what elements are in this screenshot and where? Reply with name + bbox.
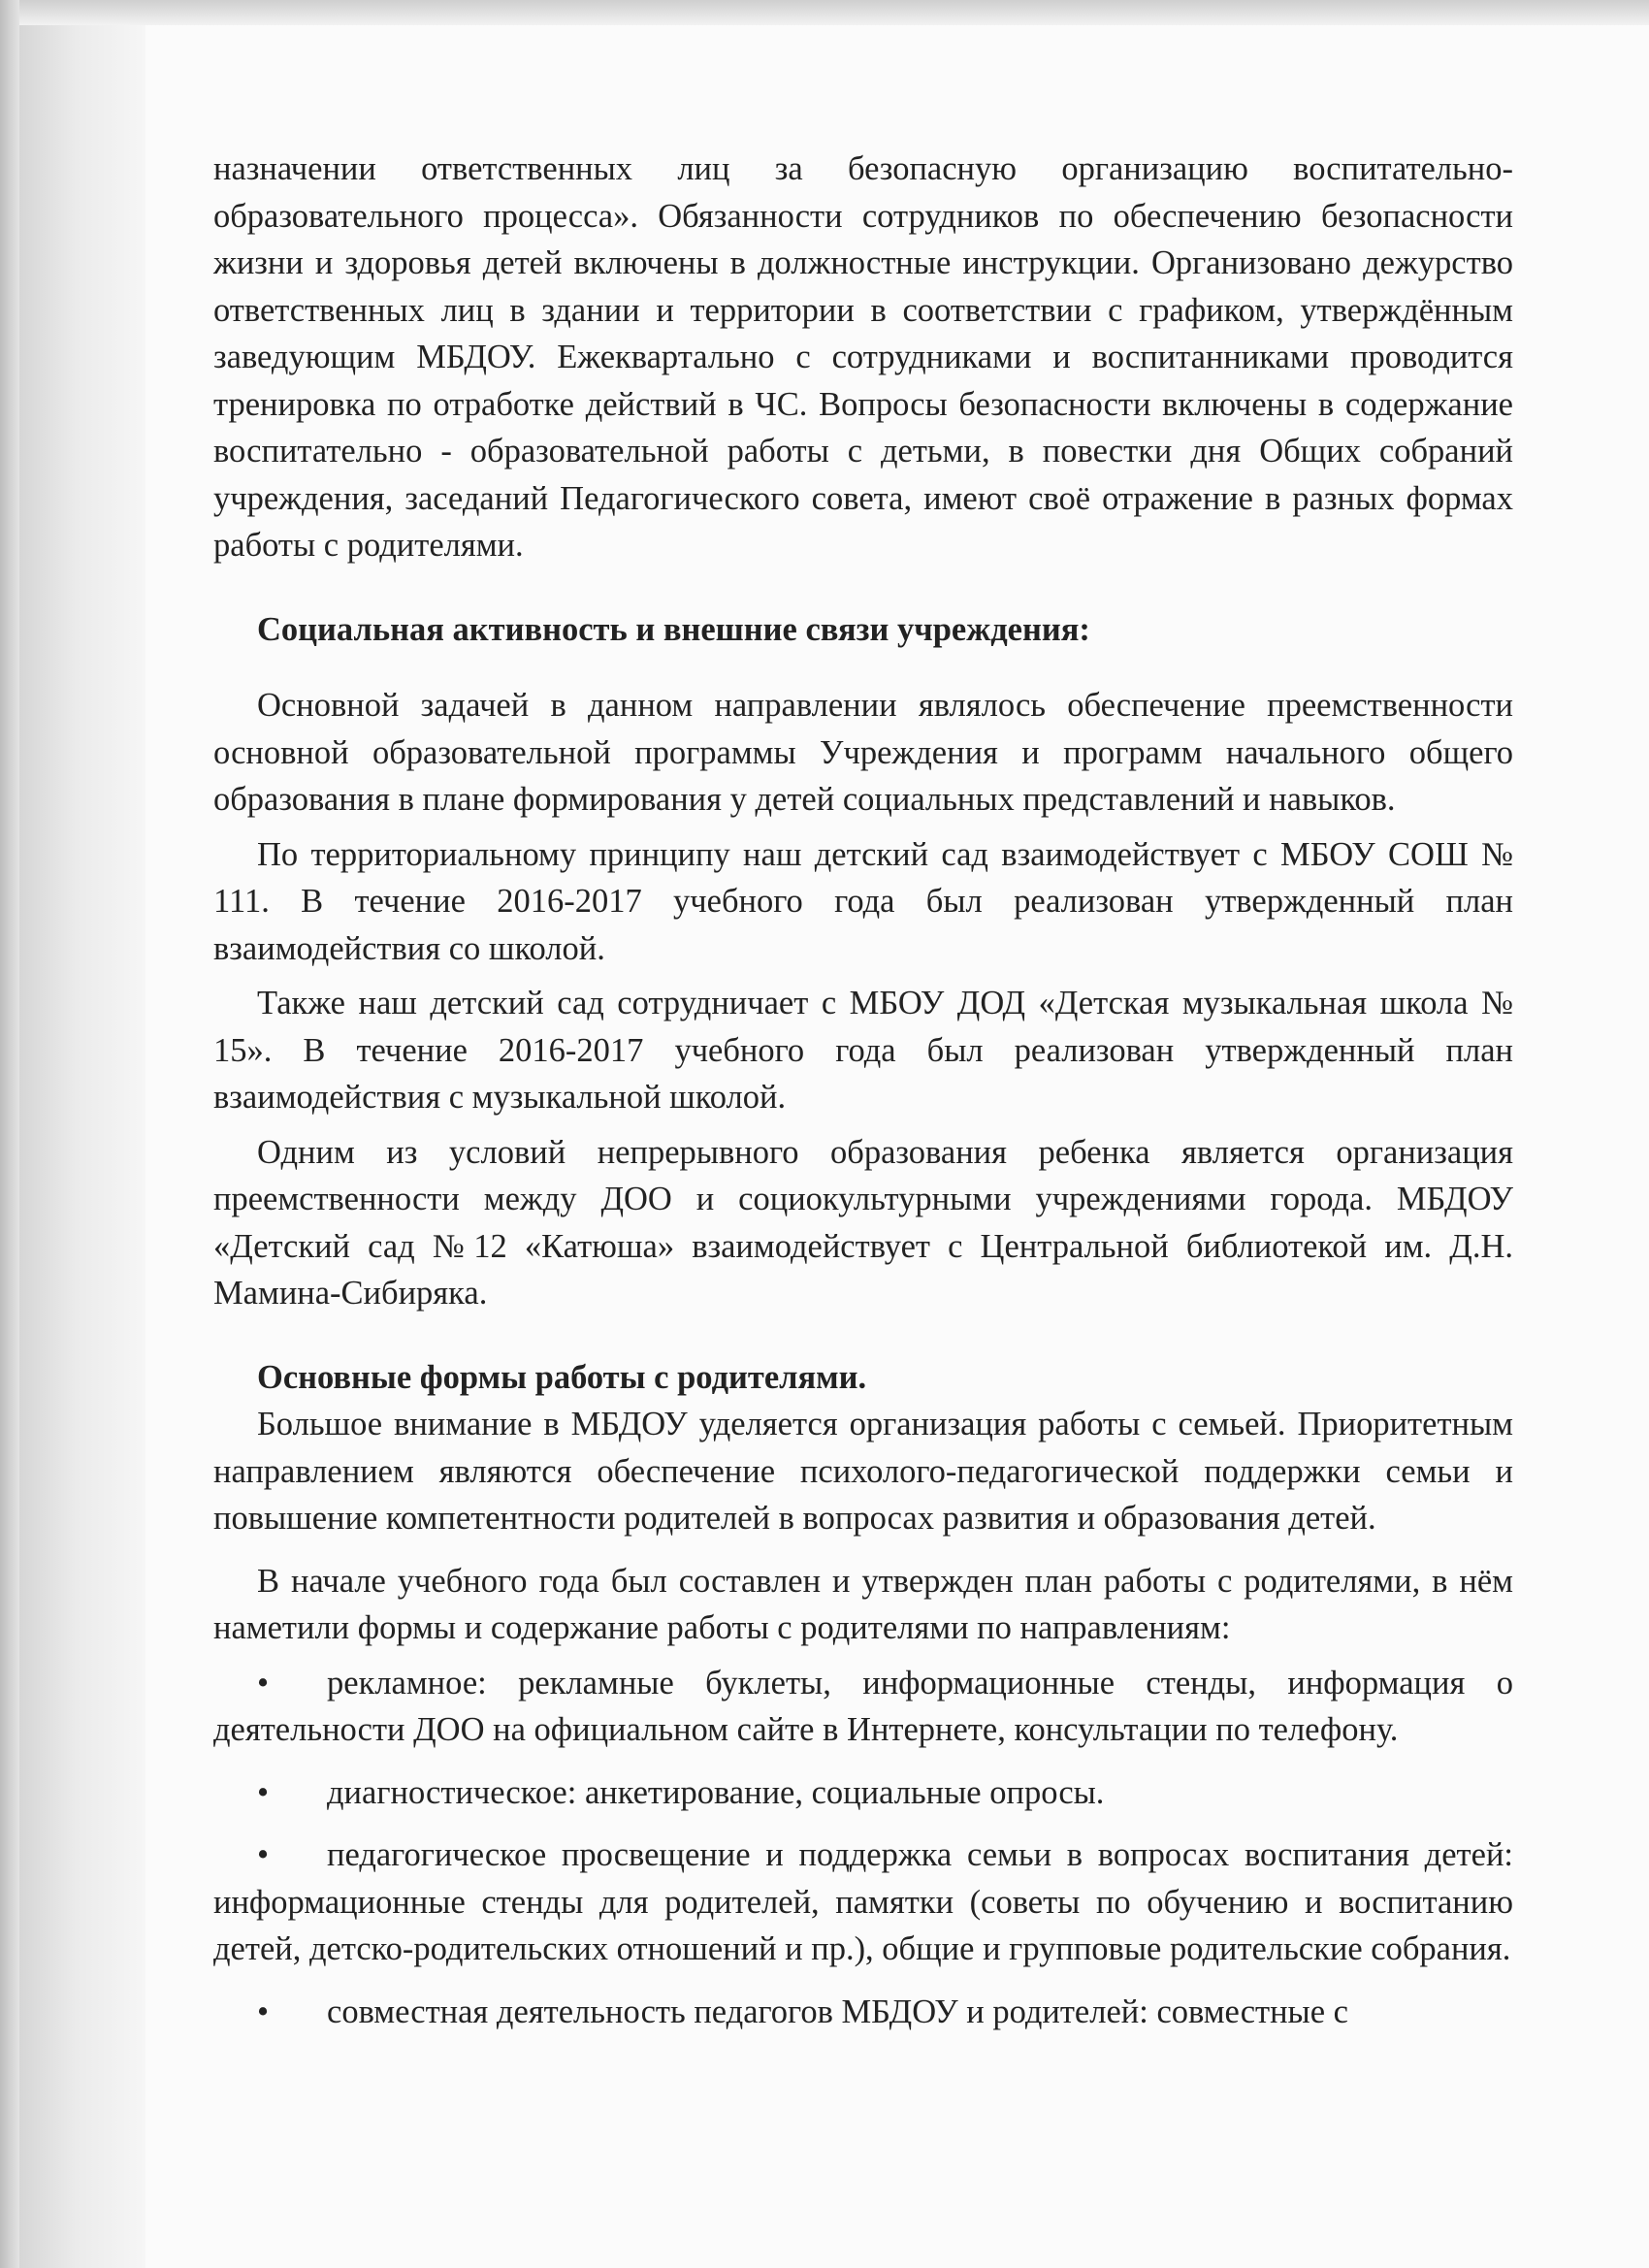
paragraph-plan: В начале учебного года был составлен и утвержден план работы с родителями, в нём наметили формы и содержание работы с родителями по направлениям: (213, 1562, 1513, 1646)
scan-edge-top (0, 0, 1649, 25)
list-item-text: рекламное: рекламные буклеты, информационные стенды, информация о деятельности ДОО на официальном сайте в Интернете, консультации по телефону. (213, 1664, 1513, 1748)
list-item (213, 1769, 1513, 1817)
paragraph-music-school: Также наш детский сад сотрудничает с МБОУ ДОД «Детская музыкальная школа № 15». В течение 2016-2017 учебного года был реализован утвержденный план взаимодействия с музыкальной школой. (213, 985, 1513, 1116)
paragraph-school-111: По территориальному принципу наш детский сад взаимодействует с МБОУ СОШ № 111. В течение 2016-2017 учебного года был реализован утвержденный план взаимодействия со школой. (213, 835, 1513, 967)
list-item-text: совместная деятельность педагогов МБДОУ и родителей: совместные с (327, 1993, 1348, 2030)
list-item (213, 1989, 1513, 2036)
list-item (213, 1660, 1513, 1754)
scan-edge-left (0, 0, 19, 2268)
paragraph-library: Одним из условий непрерывного образования ребенка является организация преемственности между ДОО и социокультурными учреждениями города. МБДОУ «Детский сад №12 «Катюша» взаимодействует с Центральной библиотекой им. Д.Н. Мамина-Сибиряка. (213, 1133, 1513, 1312)
bullet-icon: • (257, 1836, 270, 1873)
document-body (213, 146, 1513, 2035)
list-item-text: педагогическое просвещение и поддержка семьи в вопросах воспитания детей: информационные стенды для родителей, памятки (советы по обучению и воспитанию детей, детско-родительских отношений и пр.), общие и групповые родительские собрания. (213, 1836, 1513, 1967)
list-item-text: диагностическое: анкетирование, социальные опросы. (327, 1773, 1105, 1811)
paragraph-safety: назначении ответственных лиц за безопасную организацию воспитательно-образовательного процесса». Обязанности сотрудников по обеспечению безопасности жизни и здоровья детей включены в должностные инструкции. Организовано дежурство ответственных лиц в здании и территории в соответствии с графиком, утверждённым заведующим МБДОУ. Ежеквартально с сотрудниками и воспитанниками проводится тренировка по отработке действий в ЧС. Вопросы безопасности включены в содержание воспитательно - образовательной работы с детьми, в повестки дня Общих собраний учреждения, заседаний Педагогического совета, имеют своё отражение в разных формах работы с родителями. (213, 150, 1513, 564)
heading-parent-work: Основные формы работы с родителями. (257, 1358, 867, 1396)
paragraph-family-work: Большое внимание в МБДОУ уделяется организация работы с семьей. Приоритетным направлением являются обеспечение психолого-педагогической поддержки семьи и повышение компетентности родителей в вопросах развития и образования детей. (213, 1406, 1513, 1537)
heading-social-activity: Социальная активность и внешние связи учреждения: (257, 610, 1090, 648)
binding-shadow (19, 25, 146, 2268)
bullet-icon: • (257, 1993, 270, 2030)
list-item (213, 1831, 1513, 1973)
bullet-icon: • (257, 1664, 270, 1701)
bullet-icon: • (257, 1773, 270, 1811)
paragraph-main-task: Основной задачей в данном направлении являлось обеспечение преемственности основной образовательной программы Учреждения и программ начального общего образования в плане формирования у детей социальных представлений и навыков. (213, 687, 1513, 818)
